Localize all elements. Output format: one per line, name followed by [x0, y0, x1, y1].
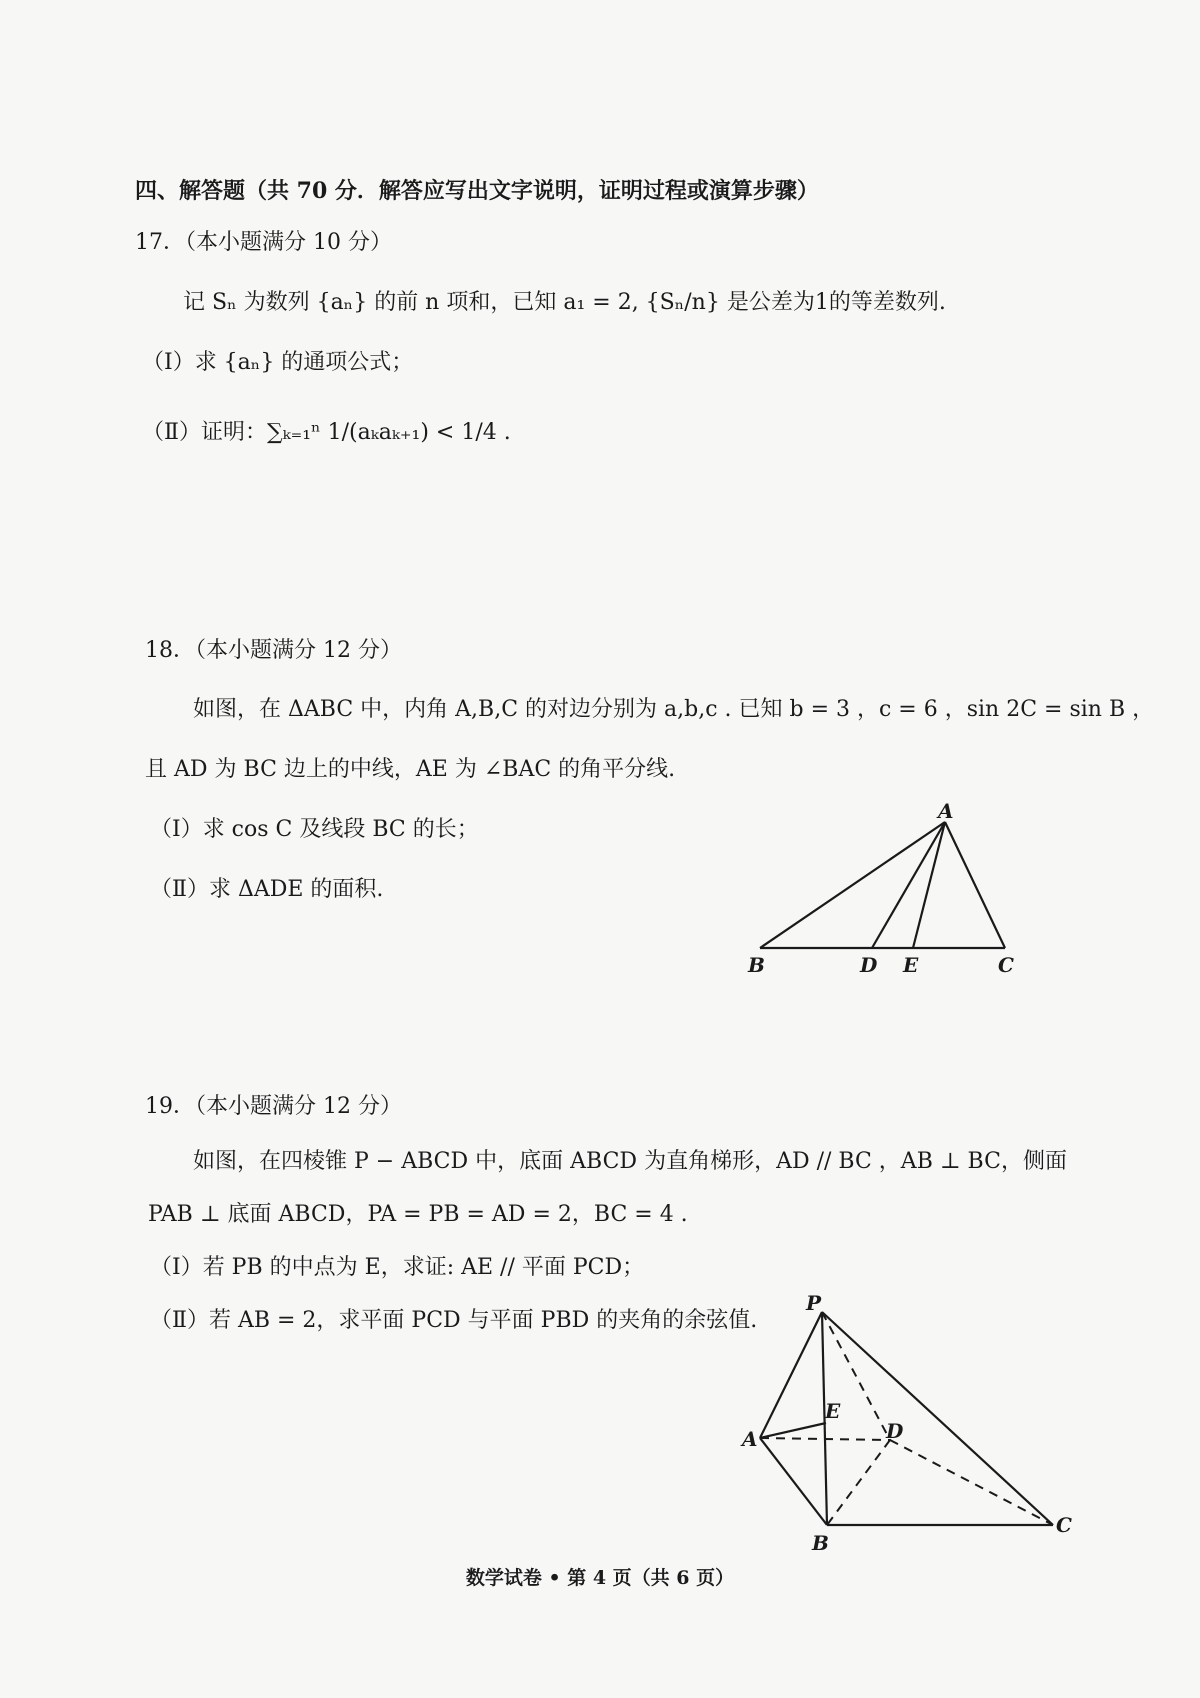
q18-part1: （Ⅰ）求 cos C 及线段 BC 的长；	[150, 817, 479, 842]
q19-part2: （Ⅱ）若 AB = 2，求平面 PCD 与平面 PBD 的夹角的余弦值.	[150, 1308, 758, 1333]
section-header: 四、解答题（共 70 分．解答应写出文字说明，证明过程或演算步骤）	[135, 178, 819, 204]
q19-label-a: A	[742, 1427, 758, 1451]
q19-edge-pa	[760, 1312, 822, 1438]
q18-stem-line1: 如图，在 ΔABC 中，内角 A,B,C 的对边分别为 a,b,c . 已知 b = 3 ，c = 6 ，sin 2C = sin B ，	[193, 697, 1155, 722]
q19-label-c: C	[1056, 1513, 1072, 1537]
q19-label-e: E	[825, 1399, 841, 1423]
q19-segment-ae	[760, 1423, 826, 1438]
q18-side-ac	[945, 822, 1005, 948]
q19-label-p: P	[806, 1291, 822, 1315]
q18-label-b: B	[748, 953, 765, 977]
q17-part1: （Ⅰ）求 {aₙ} 的通项公式；	[142, 350, 414, 375]
q19-edge-dc	[890, 1440, 1053, 1525]
q18-label-a: A	[938, 799, 954, 823]
q18-label-c: C	[998, 953, 1014, 977]
q19-label-b: B	[812, 1531, 829, 1555]
q19-stem-line1: 如图，在四棱锥 P − ABCD 中，底面 ABCD 为直角梯形，AD // BC ，AB ⊥ BC，侧面	[193, 1149, 1067, 1174]
q17-stem: 记 Sₙ 为数列 {aₙ} 的前 n 项和，已知 a₁ = 2, {Sₙ/n} 是公差为1的等差数列.	[183, 290, 946, 315]
q18-label-d: D	[860, 953, 878, 977]
q18-median-ad	[872, 822, 945, 948]
q18-bisector-ae	[913, 822, 945, 948]
q19-part1: （Ⅰ）若 PB 的中点为 E，求证: AE // 平面 PCD；	[150, 1255, 645, 1280]
q18-side-ab	[760, 822, 945, 948]
q19-title: 19．（本小题满分 12 分）	[145, 1094, 402, 1119]
q19-edge-ad	[760, 1438, 890, 1440]
q19-stem-line2: PAB ⊥ 底面 ABCD，PA = PB = AD = 2，BC = 4 .	[148, 1202, 688, 1227]
q18-part2: （Ⅱ）求 ΔADE 的面积.	[150, 877, 384, 902]
q19-edge-bd	[827, 1440, 890, 1525]
q19-edge-ab	[760, 1438, 827, 1525]
q18-title: 18．（本小题满分 12 分）	[145, 638, 402, 663]
q19-label-d: D	[886, 1419, 904, 1443]
q18-stem-line2: 且 AD 为 BC 边上的中线，AE 为 ∠BAC 的角平分线.	[145, 757, 676, 782]
q17-title: 17．（本小题满分 10 分）	[135, 230, 392, 255]
q19-edge-pc	[822, 1312, 1053, 1525]
q17-part2: （Ⅱ）证明：∑ₖ₌₁ⁿ 1/(aₖaₖ₊₁) < 1/4 .	[142, 420, 511, 445]
q19-edge-pb	[822, 1312, 827, 1525]
q19-edge-pd	[822, 1312, 890, 1440]
page-footer: 数学试卷 • 第 4 页（共 6 页）	[465, 1567, 735, 1589]
q18-label-e: E	[903, 953, 919, 977]
